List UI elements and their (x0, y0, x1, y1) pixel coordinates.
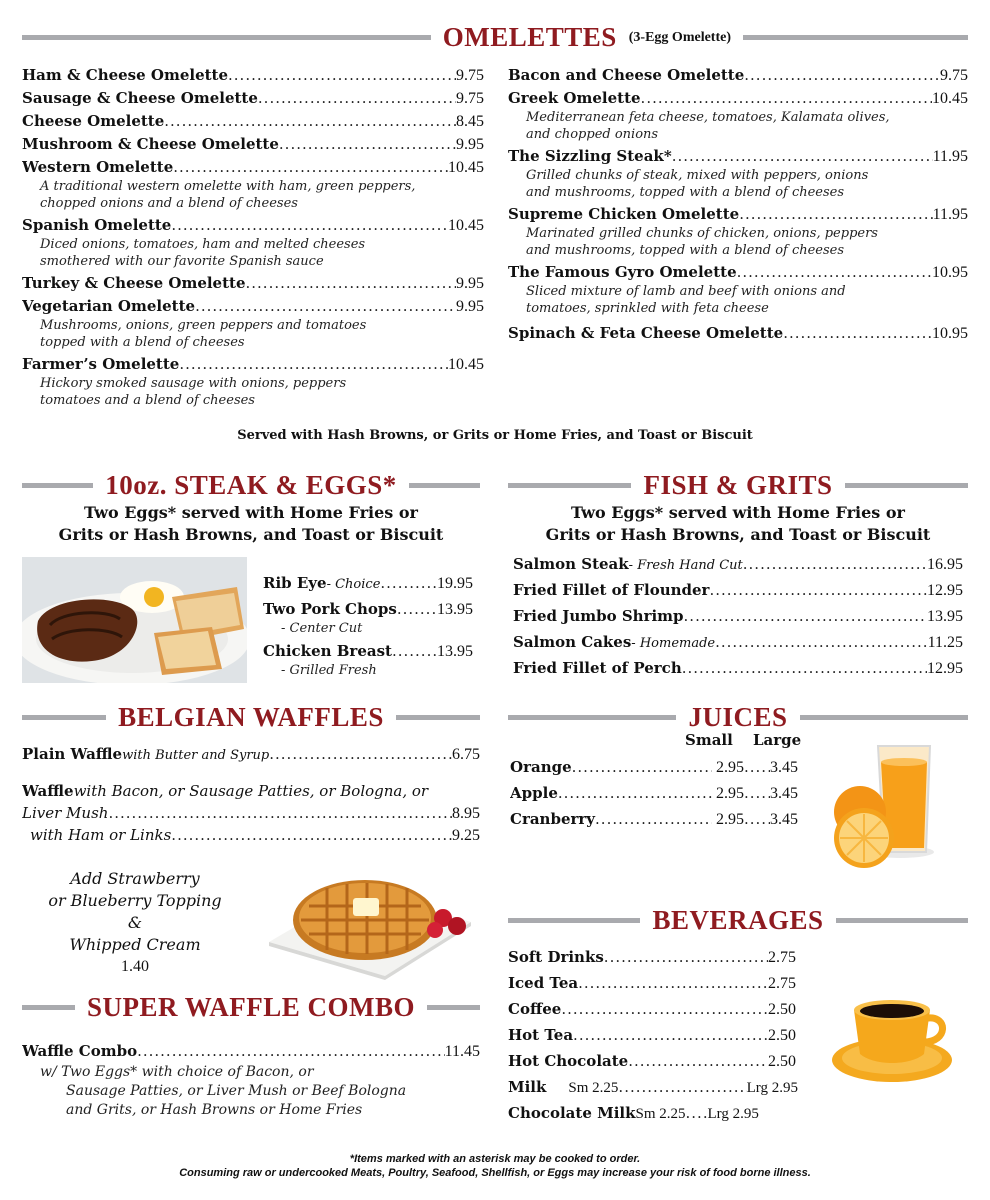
desc-line: and chopped onions (526, 127, 659, 142)
item-qualifier: Liver Mush (22, 804, 109, 822)
menu-item (510, 758, 798, 777)
item-description (526, 109, 890, 143)
dot-leader (572, 758, 712, 776)
intro-line: Grits or Hash Browns, and Toast or Biscuit (545, 525, 931, 544)
beverages-header (508, 905, 968, 936)
item-name: Chocolate Milk (508, 1104, 636, 1122)
menu-item (22, 158, 484, 177)
item-name: Apple (510, 784, 558, 802)
item-name: Supreme Chicken Omelette (508, 205, 740, 223)
footer-note (0, 1152, 990, 1180)
menu-item (513, 633, 963, 653)
item-price: 13.95 (927, 608, 963, 625)
dot-leader (618, 1078, 746, 1096)
divider (427, 1005, 480, 1010)
item-name: The Famous Gyro Omelette (508, 263, 737, 281)
item-name: Farmer’s Omelette (22, 355, 180, 373)
desc-line: Marinated grilled chunks of chicken, onions, peppers (526, 226, 878, 241)
menu-item (22, 135, 484, 154)
item-name: Plain Waffle (22, 745, 123, 763)
menu-item (508, 1104, 798, 1123)
item-qualifier: - Fresh Hand Cut (628, 558, 743, 573)
divider (22, 483, 93, 488)
menu-item (513, 659, 963, 678)
item-qualifier: with Butter and Syrup (122, 748, 270, 763)
item-name: Fried Jumbo Shrimp (513, 607, 684, 625)
addon-price: 1.40 (121, 958, 149, 975)
item-name: Western Omelette (22, 158, 174, 176)
desc-line: and Grits, or Hash Browns or Home Fries (66, 1102, 363, 1118)
dot-leader (228, 66, 456, 84)
item-size-price: Sm 2.25 (568, 1080, 619, 1096)
item-name: Iced Tea (508, 974, 579, 992)
item-price: 9.75 (456, 67, 484, 84)
item-name: Hot Tea (508, 1026, 574, 1044)
dot-leader (628, 1052, 768, 1070)
menu-item (22, 297, 484, 316)
item-price: 13.95 (437, 643, 473, 660)
item-name: Ham & Cheese Omelette (22, 66, 229, 84)
dot-leader (743, 555, 927, 573)
section-title: JUICES (688, 702, 788, 732)
item-price: 12.95 (927, 660, 963, 677)
menu-item (22, 745, 480, 765)
addon-line: Whipped Cream (69, 935, 201, 954)
item-name: Bacon and Cheese Omelette (508, 66, 745, 84)
item-price: 11.95 (932, 206, 968, 223)
waffle-photo (265, 868, 475, 980)
desc-line: Mushrooms, onions, green peppers and tomatoes (40, 318, 367, 333)
dot-leader (686, 1104, 708, 1122)
menu-item (22, 274, 484, 293)
addon-line: Add Strawberry (70, 869, 200, 888)
dot-leader (269, 745, 452, 763)
dot-leader (744, 810, 770, 828)
desc-line: tomatoes and a blend of cheeses (40, 393, 255, 408)
item-price: 11.95 (932, 148, 968, 165)
section-title: BELGIAN WAFFLES (118, 702, 384, 732)
divider (845, 483, 968, 488)
divider (22, 1005, 75, 1010)
price-small: 2.95 (716, 785, 744, 802)
menu-item (263, 600, 473, 619)
dot-leader (108, 804, 452, 822)
coffee-cup-photo (830, 992, 955, 1087)
menu-item (263, 642, 473, 661)
desc-line: Sliced mixture of lamb and beef with onions and (526, 284, 846, 299)
item-name: Orange (510, 758, 572, 776)
item-price: 10.45 (448, 217, 484, 234)
item-price: 16.95 (927, 556, 963, 573)
divider (508, 715, 676, 720)
item-price: 12.95 (927, 582, 963, 599)
menu-item (508, 1078, 798, 1097)
desc-line: Diced onions, tomatoes, ham and melted cheeses (40, 237, 366, 252)
size-header-large: Large (753, 731, 802, 749)
dot-leader (279, 135, 456, 153)
item-name: Mushroom & Cheese Omelette (22, 135, 279, 153)
intro-line: Two Eggs* served with Home Fries or (84, 503, 418, 522)
section-title: OMELETTES (442, 22, 617, 52)
section-title: 10oz. STEAK & EGGS* (105, 470, 397, 500)
dot-leader (164, 112, 456, 130)
dot-leader (739, 205, 932, 223)
item-name: Chicken Breast (263, 642, 392, 660)
item-name: Spinach & Feta Cheese Omelette (508, 324, 784, 342)
dot-leader (684, 607, 927, 625)
item-description (40, 317, 366, 351)
menu-item (22, 112, 484, 131)
desc-line: Grilled chunks of steak, mixed with peppers, onions (526, 168, 869, 183)
dot-leader (137, 1042, 445, 1060)
item-price: 9.75 (940, 67, 968, 84)
price-small: 2.95 (716, 811, 744, 828)
item-note: - Grilled Fresh (281, 663, 377, 678)
intro-line: Grits or Hash Browns, and Toast or Biscuit (58, 525, 444, 544)
menu-item (22, 89, 484, 108)
intro-line: Two Eggs* served with Home Fries or (571, 503, 905, 522)
divider (22, 715, 106, 720)
item-description (40, 1063, 406, 1120)
divider (409, 483, 480, 488)
desc-line: smothered with our favorite Spanish sauce (40, 254, 324, 269)
dot-leader (744, 758, 770, 776)
menu-item (513, 581, 963, 600)
item-name: Waffle (22, 782, 74, 800)
item-name: Sausage & Cheese Omelette (22, 89, 258, 107)
item-name: Waffle Combo (22, 1042, 138, 1060)
menu-item (22, 355, 484, 374)
menu-item (22, 216, 484, 235)
menu-item (22, 66, 484, 85)
item-description (40, 178, 415, 212)
menu-item (508, 89, 968, 108)
item-name: Fried Fillet of Flounder (513, 581, 710, 599)
menu-item (513, 555, 963, 575)
item-price: 8.95 (452, 805, 480, 822)
menu-item (513, 607, 963, 626)
fish-intro (508, 502, 968, 546)
desc-line: w/ Two Eggs* with choice of Bacon, or (40, 1064, 314, 1080)
item-price: 2.75 (768, 949, 796, 966)
menu-item (22, 1042, 480, 1061)
item-name: Cranberry (510, 810, 596, 828)
item-note: - Center Cut (281, 621, 363, 636)
item-description (526, 167, 868, 201)
addon-line: & (127, 913, 143, 932)
topping-addon (20, 868, 250, 978)
item-price: 10.45 (448, 159, 484, 176)
dot-leader (195, 297, 456, 315)
addon-line: or Blueberry Topping (48, 891, 222, 910)
menu-item (508, 948, 796, 967)
omelettes-header (22, 22, 968, 53)
item-name: Salmon Cakes (513, 633, 632, 651)
item-qualifier: - Choice (326, 577, 381, 592)
item-size-price: Lrg 2.95 (707, 1106, 759, 1122)
item-description (40, 375, 346, 409)
steak-header (22, 470, 480, 501)
orange-juice-photo (830, 740, 940, 872)
item-name: Coffee (508, 1000, 562, 1018)
item-price: 10.95 (932, 325, 968, 342)
dot-leader (783, 324, 932, 342)
footer-line: *Items marked with an asterisk may be cooked to order. (349, 1153, 641, 1165)
dot-leader (641, 89, 932, 107)
menu-item (508, 205, 968, 224)
item-description (40, 236, 365, 270)
menu-item (508, 147, 968, 166)
item-name: Fried Fillet of Perch (513, 659, 682, 677)
desc-line: topped with a blend of cheeses (40, 335, 245, 350)
desc-line: and mushrooms, topped with a blend of cheeses (526, 243, 845, 258)
item-price: 2.50 (768, 1001, 796, 1018)
item-price: 11.25 (927, 634, 963, 651)
item-name: Cheese Omelette (22, 112, 165, 130)
dot-leader (744, 784, 770, 802)
dot-leader (171, 826, 452, 844)
super-combo-header (22, 992, 480, 1023)
menu-item (22, 804, 480, 823)
item-price: 2.75 (768, 975, 796, 992)
item-name: Soft Drinks (508, 948, 604, 966)
item-name: The Sizzling Steak* (508, 147, 672, 165)
item-price: 10.45 (448, 356, 484, 373)
item-name: Hot Chocolate (508, 1052, 629, 1070)
desc-line: Hickory smoked sausage with onions, peppers (40, 376, 347, 391)
divider (396, 715, 480, 720)
dot-leader (709, 581, 927, 599)
item-price: 6.75 (452, 746, 480, 763)
dot-leader (171, 216, 448, 234)
dot-leader (258, 89, 456, 107)
item-name: Salmon Steak (513, 555, 629, 573)
item-price: 11.45 (444, 1043, 480, 1060)
item-name: Two Pork Chops (263, 600, 397, 618)
item-name: Spanish Omelette (22, 216, 172, 234)
divider (508, 483, 631, 488)
dot-leader (578, 974, 768, 992)
fish-header (508, 470, 968, 501)
price-small: 2.95 (716, 759, 744, 776)
menu-item (508, 974, 796, 993)
dot-leader (737, 263, 932, 281)
dot-leader (380, 574, 437, 592)
menu-item (508, 1052, 796, 1071)
section-title: FISH & GRITS (643, 470, 833, 500)
item-size-price: Lrg 2.95 (746, 1080, 798, 1096)
item-qualifier: with Bacon, or Sausage Patties, or Bologna, or (73, 782, 429, 800)
divider (743, 35, 968, 40)
waffles-header (22, 702, 480, 733)
dot-leader (179, 355, 448, 373)
price-large: 3.45 (770, 759, 798, 776)
menu-item (510, 810, 798, 829)
item-price: 13.95 (437, 601, 473, 618)
item-price: 2.50 (768, 1027, 796, 1044)
menu-item (508, 324, 968, 343)
dot-leader (392, 642, 437, 660)
dot-leader (573, 1026, 768, 1044)
item-description (526, 283, 846, 317)
section-title: BEVERAGES (652, 905, 824, 935)
desc-line: and mushrooms, topped with a blend of cheeses (526, 185, 845, 200)
desc-line: Mediterranean feta cheese, tomatoes, Kalamata olives, (526, 110, 890, 125)
item-price: 10.95 (932, 264, 968, 281)
desc-line: Sausage Patties, or Liver Mush or Beef Bologna (66, 1083, 407, 1099)
item-name: Turkey & Cheese Omelette (22, 274, 246, 292)
menu-item (263, 574, 473, 594)
desc-line: tomatoes, sprinkled with feta cheese (526, 301, 769, 316)
item-description (526, 225, 878, 259)
item-name: Greek Omelette (508, 89, 641, 107)
divider (22, 35, 431, 40)
dot-leader (561, 1000, 768, 1018)
dot-leader (397, 600, 437, 618)
item-price: 2.50 (768, 1053, 796, 1070)
dot-leader (604, 948, 768, 966)
juices-header (508, 702, 968, 733)
item-price: 19.95 (437, 575, 473, 592)
item-price: 10.45 (932, 90, 968, 107)
desc-line: chopped onions and a blend of cheeses (40, 196, 298, 211)
item-price: 9.25 (452, 827, 480, 844)
desc-line: A traditional western omelette with ham, green peppers, (40, 179, 416, 194)
footer-line: Consuming raw or undercooked Meats, Poultry, Seafood, Shellfish, or Eggs may increase your risk of food borne illness. (179, 1167, 811, 1179)
dot-leader (682, 659, 927, 677)
item-qualifier: - Homemade (631, 636, 716, 651)
divider (800, 715, 968, 720)
item-price: 9.95 (456, 298, 484, 315)
item-name: Vegetarian Omelette (22, 297, 196, 315)
dot-leader (173, 158, 448, 176)
menu-item (508, 263, 968, 282)
dot-leader (744, 66, 940, 84)
steak-intro (22, 502, 480, 546)
dot-leader (246, 274, 457, 292)
dot-leader (672, 147, 933, 165)
item-name: Rib Eye (263, 574, 327, 592)
size-header-small: Small (685, 731, 733, 749)
price-large: 3.45 (770, 811, 798, 828)
dot-leader (595, 810, 712, 828)
item-size-price: Sm 2.25 (635, 1106, 686, 1122)
dot-leader (715, 633, 927, 651)
menu-item (22, 782, 480, 800)
price-large: 3.45 (770, 785, 798, 802)
divider (508, 918, 640, 923)
item-name: Milk (508, 1078, 547, 1096)
served-with-note: Served with Hash Browns, or Grits or Home Fries, and Toast or Biscuit (237, 428, 753, 443)
dot-leader (558, 784, 712, 802)
steak-eggs-photo (22, 557, 247, 683)
item-price: 9.75 (456, 90, 484, 107)
menu-item (508, 66, 968, 85)
item-qualifier: with Ham or Links (30, 826, 172, 844)
menu-item (510, 784, 798, 803)
item-price: 9.95 (456, 275, 484, 292)
item-price: 8.45 (456, 113, 484, 130)
section-title: SUPER WAFFLE COMBO (86, 992, 416, 1022)
item-price: 9.95 (456, 136, 484, 153)
divider (836, 918, 968, 923)
menu-item (508, 1000, 796, 1019)
section-subtitle: (3-Egg Omelette) (628, 29, 731, 45)
menu-item (30, 826, 480, 845)
menu-item (508, 1026, 796, 1045)
